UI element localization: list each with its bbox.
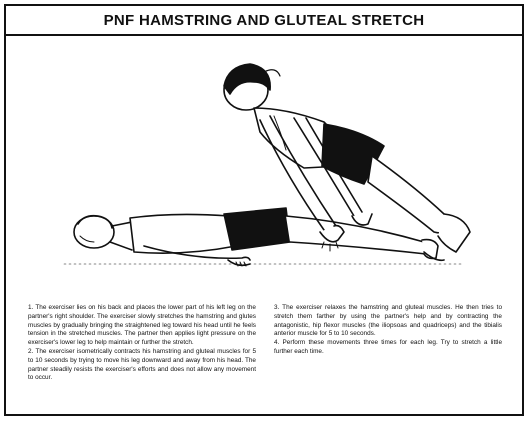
exerciser-figure xyxy=(74,208,444,266)
document-page xyxy=(4,4,524,416)
page-title: PNF HAMSTRING AND GLUTEAL STRETCH xyxy=(103,11,425,29)
instructions-right-column xyxy=(274,304,502,383)
step-4: 4. Perform these movements three times for each leg. Try to stretch a little further each time. xyxy=(274,339,502,355)
step-1: 1. The exerciser lies on his back and places the lower part of his left leg on the partner's right shoulder. The exerciser slowly stretches the hamstring and glutes muscles by gradually bringing the straightened leg toward his head until he feels tension in the stretched muscles. The partner then applies light pressure on the exerciser's lower leg to help maintain or further the stretch. xyxy=(28,304,256,347)
instructions-left-column xyxy=(28,304,256,383)
step-2: 2. The exerciser isometrically contracts his hamstring and gluteal muscles for 5 to 10 seconds by trying to move his leg downward and away from his head. The partner steadily resists the exerciser's efforts and does not allow any movement to occur. xyxy=(28,347,256,382)
title-bar xyxy=(6,6,522,36)
stretch-illustration xyxy=(24,46,504,276)
instructions xyxy=(28,304,502,383)
step-3: 3. The exerciser relaxes the hamstring and gluteal muscles. He then tries to stretch them farther by using the partner's help and by contracting the antagonistic, hip flexor muscles (the iliopsoas and quadriceps) and the tibialis anterior muscle for 5 to 10 seconds. xyxy=(274,304,502,338)
